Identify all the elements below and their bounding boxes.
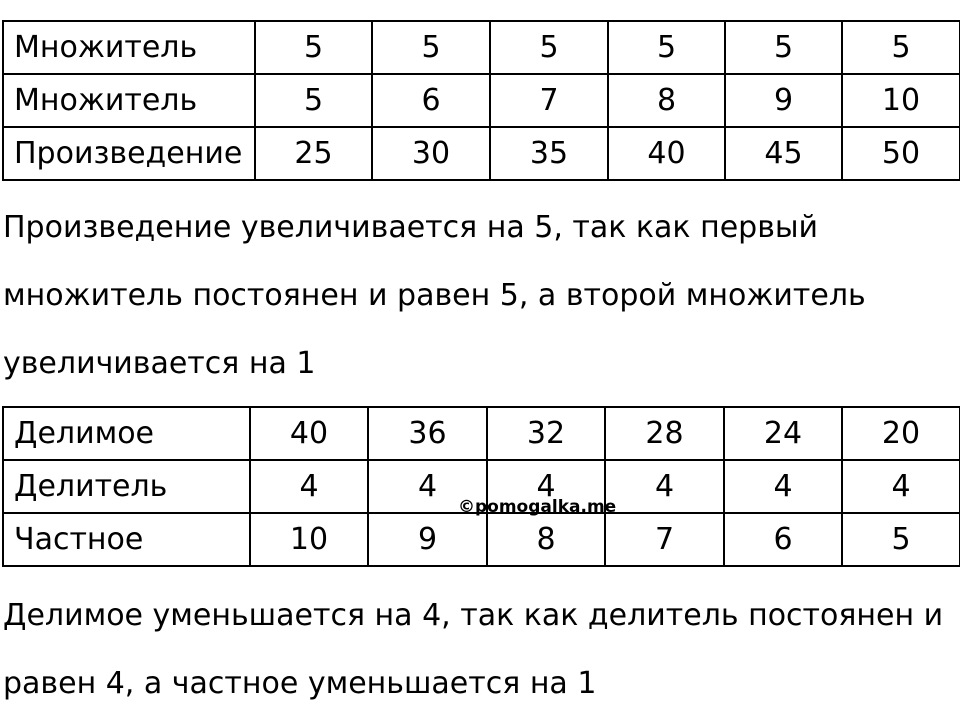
row-label: Частное — [3, 513, 250, 566]
table-cell: 20 — [842, 407, 960, 460]
table-cell: 4 — [605, 460, 724, 513]
explanation-line: увеличивается на 1 — [3, 346, 316, 381]
table-cell: 7 — [605, 513, 724, 566]
row-label: Множитель — [3, 74, 255, 127]
table-cell: 4 — [487, 460, 605, 513]
explanation-paragraph — [3, 194, 866, 398]
multiplication-table — [2, 20, 960, 181]
table-cell: 40 — [250, 407, 368, 460]
table-cell: 6 — [724, 513, 842, 566]
table-cell: 5 — [490, 21, 608, 74]
table-cell: 4 — [724, 460, 842, 513]
table-cell: 28 — [605, 407, 724, 460]
table-row — [3, 513, 960, 566]
table-row — [3, 127, 960, 180]
row-label: Произведение — [3, 127, 255, 180]
table-cell: 5 — [842, 513, 960, 566]
table-cell: 24 — [724, 407, 842, 460]
table-cell: 8 — [487, 513, 605, 566]
table-cell: 36 — [368, 407, 487, 460]
explanation-line: равен 4, а частное уменьшается на 1 — [3, 666, 597, 701]
division-table — [2, 406, 960, 567]
table-cell: 45 — [725, 127, 842, 180]
explanation-line: Произведение увеличивается на 5, так как первый — [3, 210, 819, 245]
table-cell: 9 — [725, 74, 842, 127]
table-cell: 4 — [250, 460, 368, 513]
table-cell: 5 — [255, 74, 372, 127]
table-cell: 5 — [725, 21, 842, 74]
watermark: ©pomogalka.me — [458, 497, 617, 517]
table-cell: 40 — [608, 127, 725, 180]
table-cell: 4 — [842, 460, 960, 513]
table-cell: 5 — [372, 21, 490, 74]
table-cell: 50 — [842, 127, 960, 180]
table-cell: 7 — [490, 74, 608, 127]
row-label: Делитель — [3, 460, 250, 513]
row-label: Множитель — [3, 21, 255, 74]
explanation-line: Делимое уменьшается на 4, так как делитель постоянен и — [3, 598, 944, 633]
table-cell: 5 — [608, 21, 725, 74]
table-row — [3, 407, 960, 460]
explanation-paragraph — [3, 582, 943, 718]
table-cell: 5 — [842, 21, 960, 74]
table-row — [3, 21, 960, 74]
table-cell: 6 — [372, 74, 490, 127]
table-cell: 30 — [372, 127, 490, 180]
table-cell: 35 — [490, 127, 608, 180]
table-cell: 5 — [255, 21, 372, 74]
table-cell: 25 — [255, 127, 372, 180]
table-cell: 10 — [842, 74, 960, 127]
table-cell: 9 — [368, 513, 487, 566]
row-label: Делимое — [3, 407, 250, 460]
table-cell: 4 — [368, 460, 487, 513]
table-cell: 8 — [608, 74, 725, 127]
table-cell: 10 — [250, 513, 368, 566]
table-row — [3, 74, 960, 127]
table-cell: 32 — [487, 407, 605, 460]
explanation-line: множитель постоянен и равен 5, а второй множитель — [3, 278, 866, 313]
